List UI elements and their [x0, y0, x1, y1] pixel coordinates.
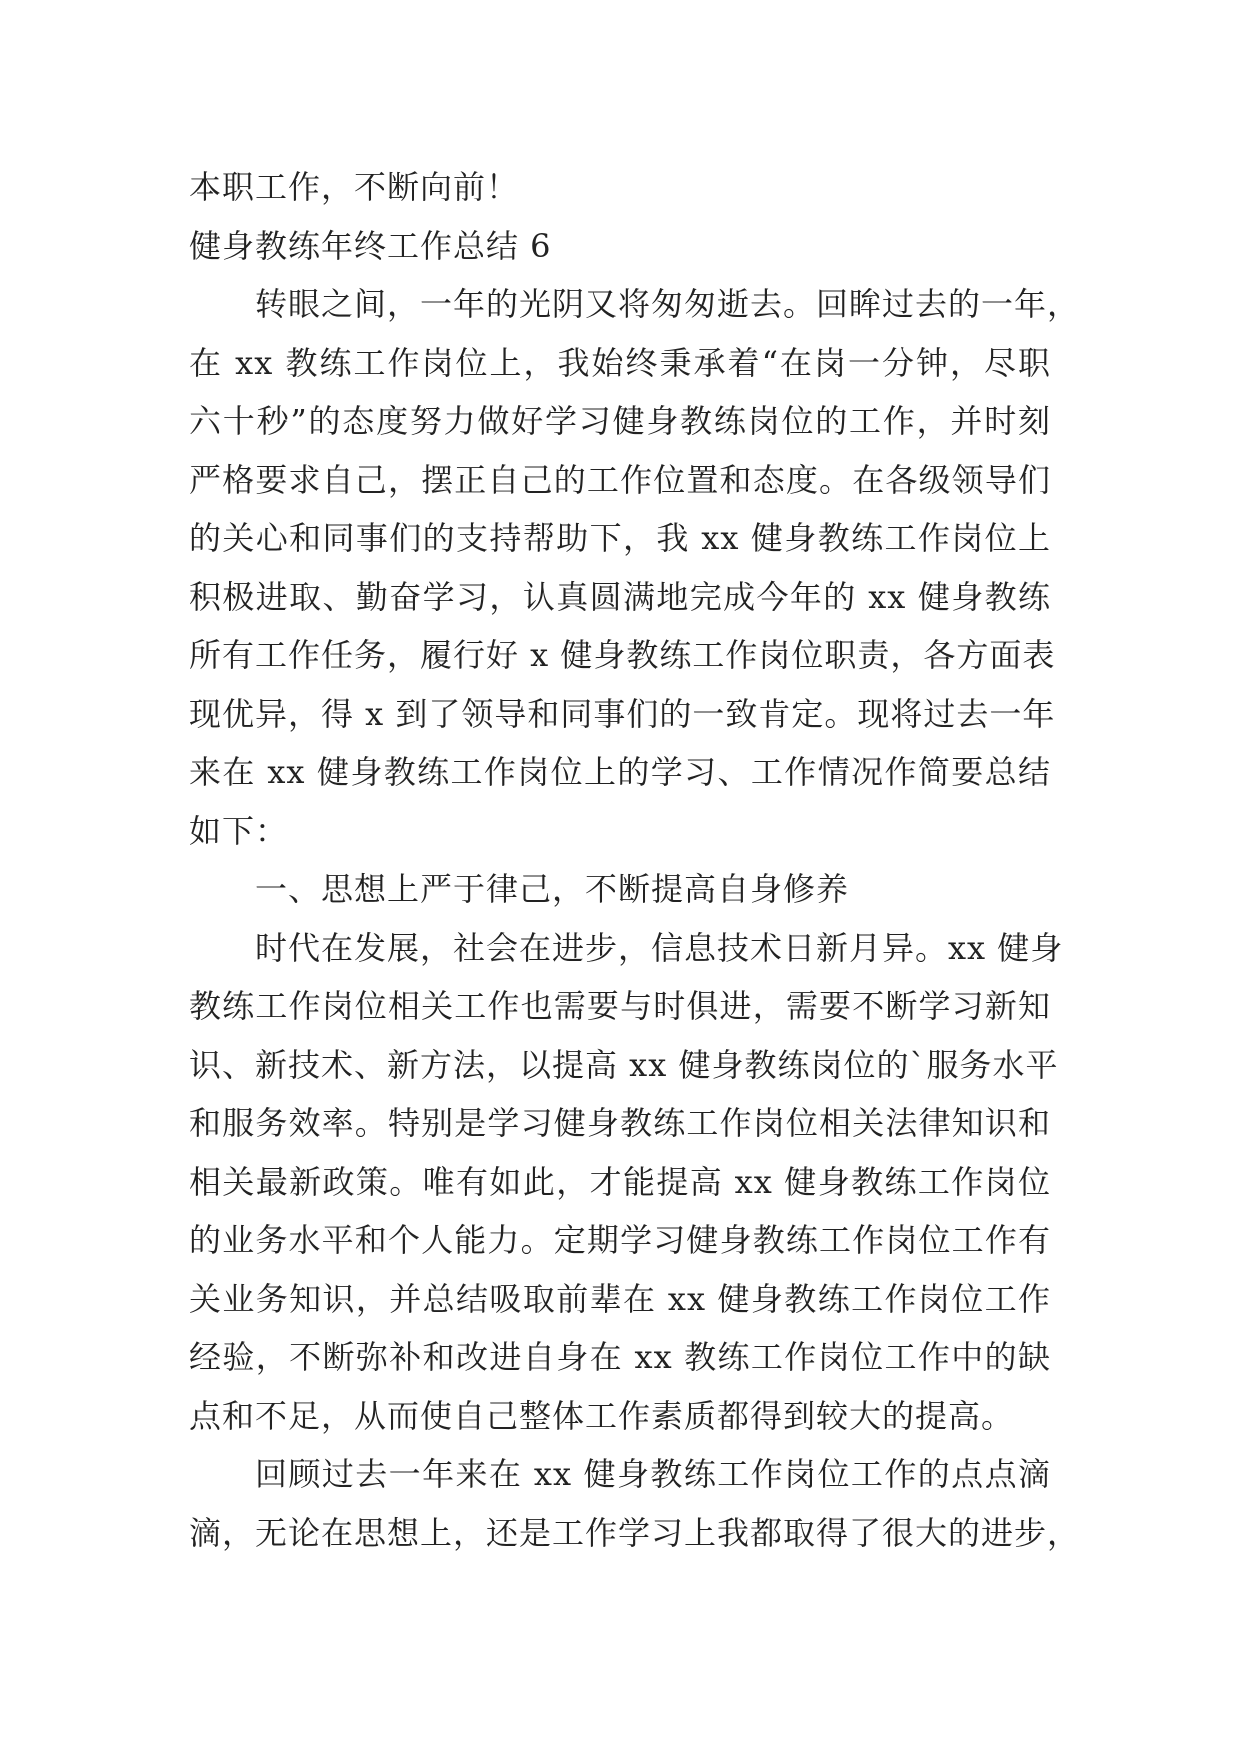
paragraph-line: 转眼之间，一年的光阴又将匆匆逝去。回眸过去的一年， [255, 285, 1081, 323]
paragraph-line: 和服务效率。特别是学习健身教练工作岗位相关法律知识和 [189, 1104, 1051, 1142]
paragraph-line: 识、新技术、新方法，以提高 xx 健身教练岗位的`服务水平 [189, 1045, 1059, 1084]
paragraph-line: 经验，不断弥补和改进自身在 xx 教练工作岗位工作中的缺 [189, 1338, 1051, 1376]
paragraph-line: 关业务知识，并总结吸取前辈在 xx 健身教练工作岗位工作 [189, 1279, 1051, 1318]
paragraph-line: 现优异，得 x 到了领导和同事们的一致肯定。现将过去一年 [189, 694, 1056, 733]
paragraph-line: 滴，无论在思想上，还是工作学习上我都取得了很大的进步， [189, 1513, 1081, 1552]
document-title: 健身教练年终工作总结 6 [189, 226, 552, 265]
closing-line: 本职工作，不断向前！ [189, 168, 520, 206]
document-body [189, 158, 1081, 1562]
paragraph-line: 所有工作任务，履行好 x 健身教练工作岗位职责，各方面表 [189, 636, 1056, 674]
section-heading: 一、思想上严于律己，不断提高自身修养 [255, 870, 850, 908]
paragraph-line: 的关心和同事们的支持帮助下，我 xx 健身教练工作岗位上 [189, 519, 1051, 557]
paragraph-line: 回顾过去一年来在 xx 健身教练工作岗位工作的点点滴 [255, 1455, 1051, 1493]
paragraph-line: 点和不足，从而使自己整体工作素质都得到较大的提高。 [189, 1396, 1015, 1435]
paragraph-line: 如下： [189, 811, 289, 850]
paragraph-line: 的业务水平和个人能力。定期学习健身教练工作岗位工作有 [189, 1221, 1051, 1259]
paragraph-line: 教练工作岗位相关工作也需要与时俱进，需要不断学习新知 [189, 987, 1051, 1025]
paragraph-line: 六十秒”的态度努力做好学习健身教练岗位的工作，并时刻 [189, 402, 1051, 440]
paragraph-line: 时代在发展，社会在进步，信息技术日新月异。xx 健身 [255, 928, 1064, 967]
paragraph-line: 积极进取、勤奋学习，认真圆满地完成今年的 xx 健身教练 [189, 577, 1051, 616]
paragraph-line: 严格要求自己，摆正自己的工作位置和态度。在各级领导们 [189, 460, 1051, 499]
paragraph-line: 相关最新政策。唯有如此，才能提高 xx 健身教练工作岗位 [189, 1162, 1051, 1201]
paragraph-line: 在 xx 教练工作岗位上，我始终秉承着“在岗一分钟，尽职 [189, 343, 1051, 382]
paragraph-line: 来在 xx 健身教练工作岗位上的学习、工作情况作简要总结 [189, 753, 1051, 791]
